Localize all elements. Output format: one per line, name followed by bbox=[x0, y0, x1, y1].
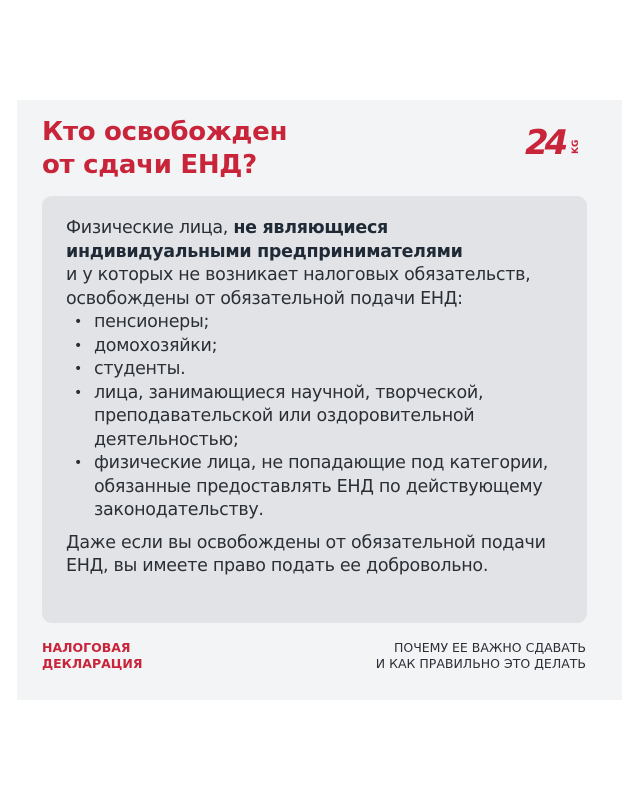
list-item-text: домохозяйки; bbox=[94, 335, 218, 356]
list-item-text: физические лица, не попадающие под категории, обязанные предоставлять ЕНД по действующему законодательству. bbox=[94, 453, 549, 520]
list-item bbox=[66, 452, 576, 523]
intro-bold-text: не являющиеся индивидуальными предпринимателями bbox=[66, 218, 463, 262]
footer-category: НАЛОГОВАЯ ДЕКЛАРАЦИЯ bbox=[42, 640, 143, 671]
intro-text-1: Физические лица, bbox=[66, 218, 234, 238]
logo-number: 24 bbox=[525, 123, 565, 162]
info-card bbox=[17, 100, 622, 700]
list-item-text: пенсионеры; bbox=[94, 312, 210, 332]
bullet-icon: • bbox=[74, 314, 82, 330]
page-title: Кто освобожден от сдачи ЕНД? bbox=[42, 117, 288, 180]
list-item bbox=[66, 358, 576, 382]
list-item-text: лица, занимающиеся научной, творческой, преподавательской или оздоровительной деятельностью; bbox=[94, 382, 484, 450]
24kg-logo bbox=[525, 122, 581, 162]
bullet-icon: • bbox=[74, 361, 82, 377]
list-item bbox=[66, 335, 576, 359]
intro-paragraph bbox=[66, 217, 576, 311]
list-item bbox=[66, 382, 576, 453]
outro-paragraph: Даже если вы освобождены от обязательной подачи ЕНД, вы имеете право подать ее добровольно. bbox=[66, 532, 546, 576]
panel-content bbox=[66, 217, 576, 579]
list-item-text: студенты. bbox=[94, 359, 186, 379]
exempt-list bbox=[66, 311, 576, 523]
footer-topic: ПОЧЕМУ ЕЕ ВАЖНО СДАВАТЬ И КАК ПРАВИЛЬНО ЭТО ДЕЛАТЬ bbox=[375, 640, 586, 671]
content-panel bbox=[42, 196, 587, 623]
bullet-icon: • bbox=[74, 455, 82, 471]
list-item bbox=[66, 311, 576, 335]
bullet-icon: • bbox=[74, 384, 82, 401]
bullet-icon: • bbox=[74, 337, 82, 354]
logo-suffix: KG bbox=[571, 139, 581, 154]
intro-text-2: и у которых не возникает налоговых обязательств, освобождены от обязательной подачи ЕНД: bbox=[66, 265, 531, 309]
